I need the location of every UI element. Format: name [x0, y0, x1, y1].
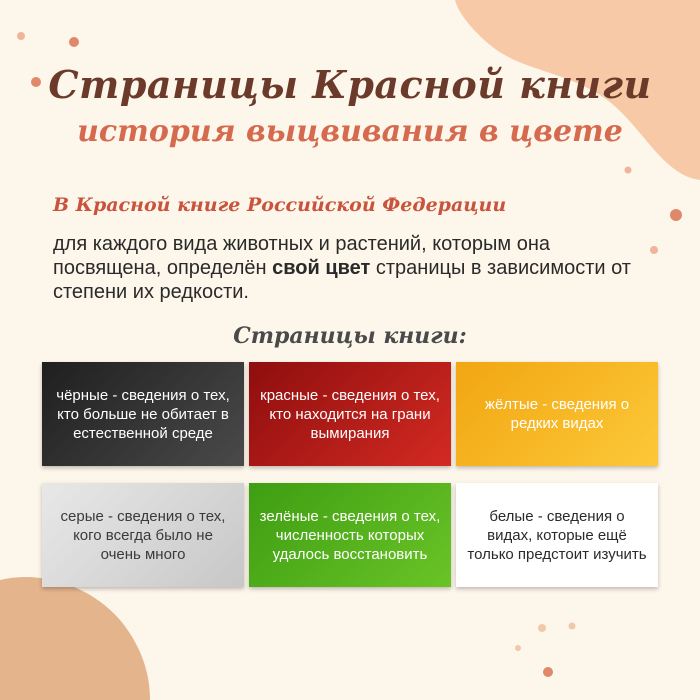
section-heading: В Красной книге Российской Федерации — [53, 194, 507, 216]
card-gray-pages — [42, 483, 244, 587]
card-white-pages — [456, 483, 658, 587]
intro-paragraph — [53, 232, 653, 304]
dot — [515, 645, 521, 651]
card-green-pages — [249, 483, 451, 587]
intro-text-end: страницы в зависимости от степени их редкости. — [53, 257, 631, 303]
card-red-pages — [249, 362, 451, 466]
card-text: красные - сведения о тех, кто находится на грани вымирания — [260, 386, 440, 442]
card-text: жёлтые - сведения о редких видах — [484, 396, 630, 432]
dot — [69, 37, 79, 47]
page-subtitle: история выцвивания в цвете — [77, 114, 623, 149]
intro-text-bold: свой цвет — [272, 257, 371, 279]
pages-heading: Страницы книги: — [233, 323, 467, 349]
dot — [543, 667, 553, 677]
card-text: зелёные - сведения о тех, численность которых удалось восстановить — [259, 507, 441, 563]
card-text: чёрные - сведения о тех, кто больше не обитает в естественной среде — [56, 386, 230, 442]
card-text: серые - сведения о тех, кого всегда было не очень много — [60, 507, 226, 563]
dot — [569, 623, 576, 630]
dot — [17, 32, 25, 40]
page-title: Страницы Красной книги — [48, 62, 652, 107]
intro-text-start: для каждого вида животных и растений, которым она посвящена, определён — [53, 233, 551, 279]
card-black-pages — [42, 362, 244, 466]
card-yellow-pages — [456, 362, 658, 466]
dot — [625, 167, 632, 174]
bottom-left-blob — [0, 577, 150, 700]
card-text: белые - сведения о видах, которые ещё только предстоит изучить — [467, 507, 647, 563]
dot — [538, 624, 546, 632]
dot — [670, 209, 682, 221]
